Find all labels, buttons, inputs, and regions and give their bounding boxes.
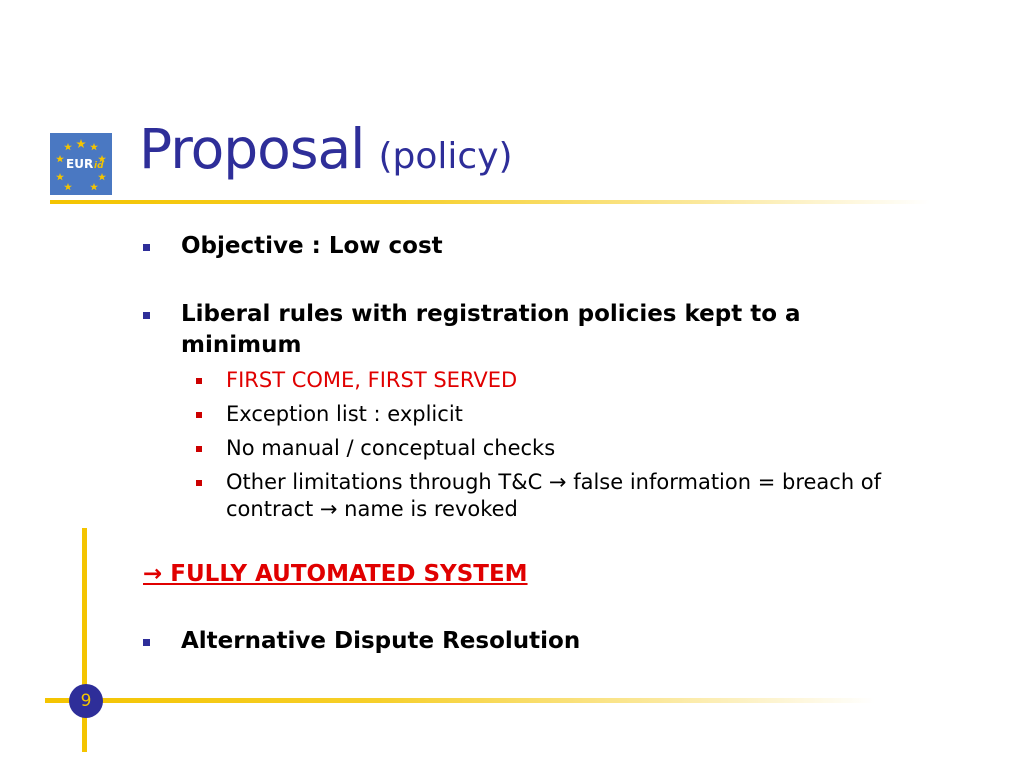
bullet-liberal-rules xyxy=(143,299,1013,361)
bullet-objective xyxy=(143,231,1013,262)
logo-text: EUR xyxy=(66,157,94,171)
sub-bullet-square-icon xyxy=(196,412,202,418)
headline-fully-automated: → FULLY AUTOMATED SYSTEM xyxy=(143,561,528,587)
bullet-square-icon xyxy=(143,244,150,251)
bullet-text: Liberal rules with registration policies kept to a minimum xyxy=(181,301,801,358)
bullet-adr xyxy=(143,626,1013,657)
title-main: Proposal xyxy=(139,117,365,181)
sub-bullet-square-icon xyxy=(196,480,202,486)
sub-bullet-other-limitations xyxy=(196,469,996,523)
sub-bullet-text: FIRST COME, FIRST SERVED xyxy=(226,368,518,392)
eurid-logo-icon xyxy=(50,133,112,195)
sub-bullet-no-manual-checks xyxy=(196,435,996,462)
bullet-square-icon xyxy=(143,639,150,646)
sub-bullet-square-icon xyxy=(196,378,202,384)
sub-bullet-text: No manual / conceptual checks xyxy=(226,436,556,460)
slide-title xyxy=(139,117,513,181)
sub-bullet-first-come xyxy=(196,367,996,394)
sub-bullet-square-icon xyxy=(196,446,202,452)
title-sub: (policy) xyxy=(378,136,513,177)
sub-bullet-exception-list xyxy=(196,401,996,428)
bullet-square-icon xyxy=(143,312,150,319)
page-number: 9 xyxy=(69,684,103,718)
sub-bullet-text: Exception list : explicit xyxy=(226,402,463,426)
bullet-text: Alternative Dispute Resolution xyxy=(181,628,581,654)
sub-bullet-text: Other limitations through T&C → false information = breach of contract → name is revoked xyxy=(226,470,882,521)
footer-divider xyxy=(45,698,875,703)
bullet-text: Objective : Low cost xyxy=(181,233,443,259)
logo-suffix-text: id xyxy=(94,161,104,171)
title-divider xyxy=(50,200,930,204)
left-accent-bar xyxy=(82,528,87,752)
